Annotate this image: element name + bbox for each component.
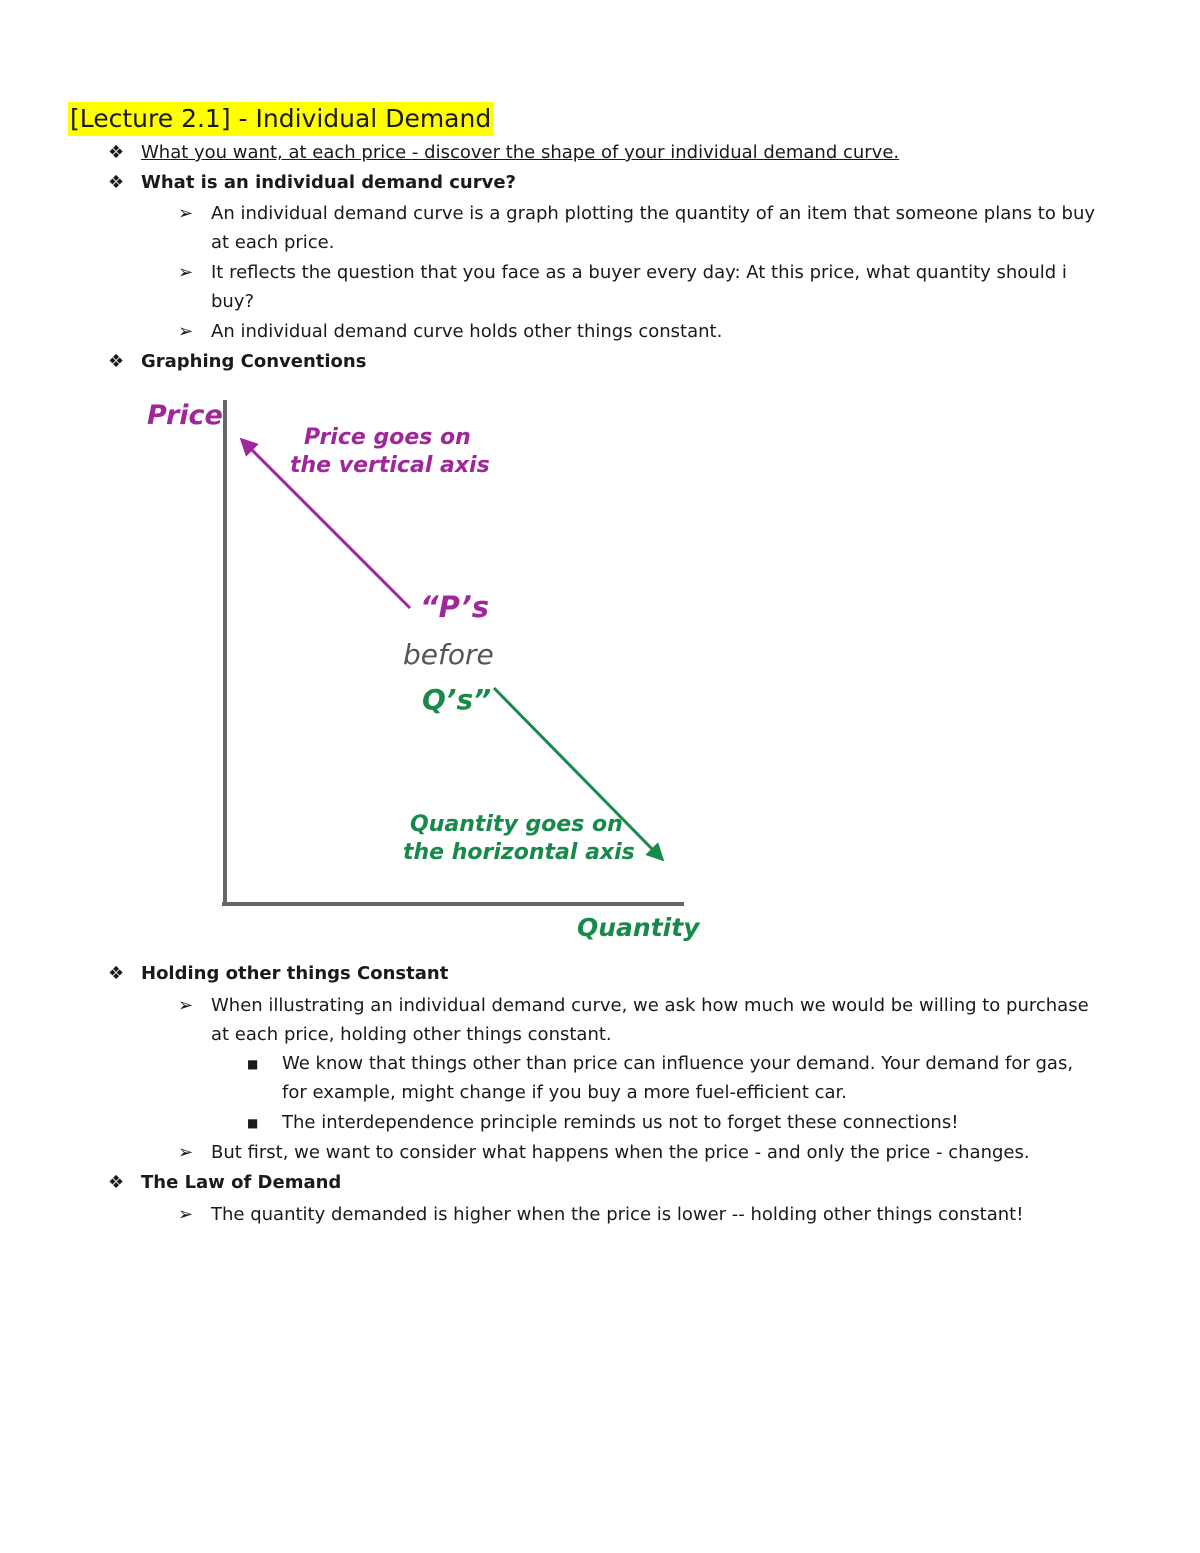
arrow-bullet-icon: ➢ <box>178 995 194 1016</box>
arrow-bullet-icon: ➢ <box>178 262 194 283</box>
quantity-axis-label: Quantity <box>577 913 700 942</box>
list-item-continuation: at each price, holding other things constant. <box>211 1024 612 1045</box>
price-note-line-1: Price goes on <box>304 425 471 450</box>
section-heading-holding: Holding other things Constant <box>141 963 449 984</box>
arrow-bullet-icon: ➢ <box>178 321 194 342</box>
square-bullet-icon: ■ <box>247 1057 259 1071</box>
sub-list-item: We know that things other than price can influence your demand. Your demand for gas, <box>282 1053 1074 1074</box>
list-item: An individual demand curve holds other things constant. <box>211 321 723 342</box>
arrow-bullet-icon: ➢ <box>178 1142 194 1163</box>
arrow-bullet-icon: ➢ <box>178 1204 194 1225</box>
lecture-title: [Lecture 2.1] - Individual Demand <box>68 102 493 136</box>
price-axis-label: Price <box>147 400 223 431</box>
diamond-bullet-icon: ❖ <box>108 142 125 163</box>
mnemonic-qs: Q’s” <box>422 683 492 716</box>
quantity-note-line-1: Quantity goes on <box>410 812 623 837</box>
sub-list-item: The interdependence principle reminds us not to forget these connections! <box>282 1112 959 1133</box>
diamond-bullet-icon: ❖ <box>108 351 125 372</box>
mnemonic-ps: “P’s <box>420 590 490 624</box>
sub-list-item-continuation: for example, might change if you buy a more fuel-efficient car. <box>282 1082 848 1103</box>
section-heading-what-is: What is an individual demand curve? <box>141 172 516 193</box>
list-item-continuation: buy? <box>211 291 255 312</box>
list-item: An individual demand curve is a graph plotting the quantity of an item that someone plans to buy <box>211 203 1096 224</box>
section-heading-law: The Law of Demand <box>141 1172 342 1193</box>
diamond-bullet-icon: ❖ <box>108 172 125 193</box>
diamond-bullet-icon: ❖ <box>108 1172 125 1193</box>
mnemonic-before: before <box>403 638 494 671</box>
list-item: When illustrating an individual demand curve, we ask how much we would be willing to purchase <box>211 995 1089 1016</box>
diamond-bullet-icon: ❖ <box>108 963 125 984</box>
list-item: The quantity demanded is higher when the price is lower -- holding other things constant! <box>211 1204 1024 1225</box>
square-bullet-icon: ■ <box>247 1116 259 1130</box>
section-heading-graphing: Graphing Conventions <box>141 351 367 372</box>
list-item: But first, we want to consider what happens when the price - and only the price - changes. <box>211 1142 1030 1163</box>
arrow-bullet-icon: ➢ <box>178 203 194 224</box>
list-item-continuation: at each price. <box>211 232 335 253</box>
intro-text: What you want, at each price - discover the shape of your individual demand curve. <box>141 142 900 163</box>
quantity-note-line-2: the horizontal axis <box>403 840 635 865</box>
price-note-line-2: the vertical axis <box>290 453 490 478</box>
list-item: It reflects the question that you face as a buyer every day: At this price, what quantity should i <box>211 262 1067 283</box>
